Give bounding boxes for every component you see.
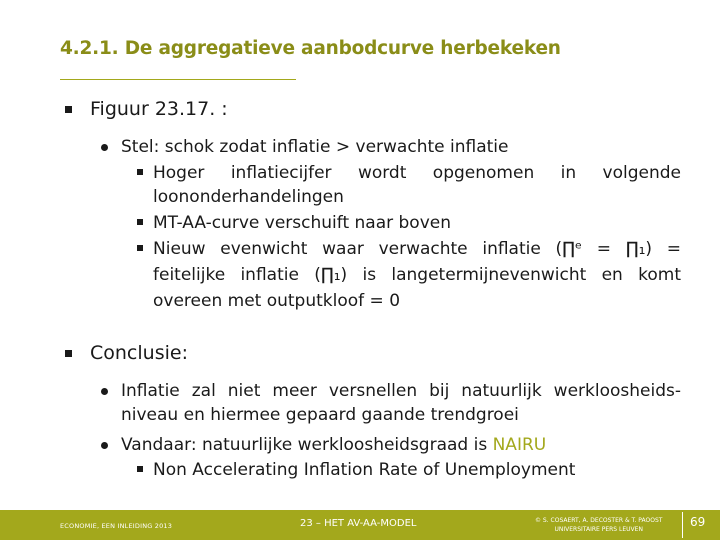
- slide-title: 4.2.1. De aggregatieve aanbodcurve herbekeken: [60, 38, 561, 59]
- bullet-dot-icon: [101, 388, 108, 395]
- title-underline: [60, 79, 296, 80]
- figure-sub3-line1: Nieuw evenwicht waar verwachte inflatie (∏ᵉ = ∏₁) =: [153, 239, 681, 259]
- bullet-square-icon: [137, 466, 143, 472]
- footer-course: ECONOMIE, EEN INLEIDING 2013: [60, 522, 173, 530]
- conclusion-point1-line2: niveau en hiermee gepaard gaande trendgroei: [121, 405, 519, 425]
- conclusion-point2: [121, 433, 681, 457]
- bullet-dot-icon: [101, 144, 108, 151]
- footer-divider: [682, 512, 683, 538]
- nairu-term: NAIRU: [492, 435, 547, 455]
- page-number: 69: [690, 515, 706, 529]
- conclusion-point2-text: Vandaar: natuurlijke werkloosheidsgraad is: [121, 435, 493, 455]
- bullet-square-icon: [137, 219, 143, 225]
- figure-sub3-line2: feitelijke inflatie (∏₁) is langetermijnevenwicht en komt: [153, 265, 681, 285]
- bullet-square-icon: [137, 169, 143, 175]
- footer-authors: © S. COSAERT, A. DECOSTER & T. PAOOST: [535, 517, 663, 524]
- conclusion-heading: Conclusie:: [90, 342, 188, 364]
- footer-publisher: UNIVERSITAIRE PERS LEUVEN: [554, 526, 643, 533]
- conclusion-point1-line1: Inflatie zal niet meer versnellen bij natuurlijk werkloosheids-: [121, 381, 681, 401]
- figure-heading: Figuur 23.17. :: [90, 98, 228, 120]
- conclusion-sub: Non Accelerating Inflation Rate of Unemployment: [153, 460, 576, 480]
- footer-chapter: 23 – HET AV-AA-MODEL: [300, 518, 417, 529]
- figure-point: Stel: schok zodat inflatie > verwachte inflatie: [121, 137, 509, 157]
- bullet-square-icon: [65, 350, 72, 357]
- bullet-square-icon: [137, 245, 143, 251]
- figure-sub1-line2: loononderhandelingen: [153, 187, 344, 207]
- figure-sub2: MT-AA-curve verschuift naar boven: [153, 213, 452, 233]
- footer-credits: [535, 516, 662, 534]
- figure-sub1-line1: Hoger inflatiecijfer wordt opgenomen in volgende: [153, 163, 681, 183]
- bullet-square-icon: [65, 106, 72, 113]
- figure-sub3-line3: overeen met outputkloof = 0: [153, 291, 401, 311]
- bullet-dot-icon: [101, 442, 108, 449]
